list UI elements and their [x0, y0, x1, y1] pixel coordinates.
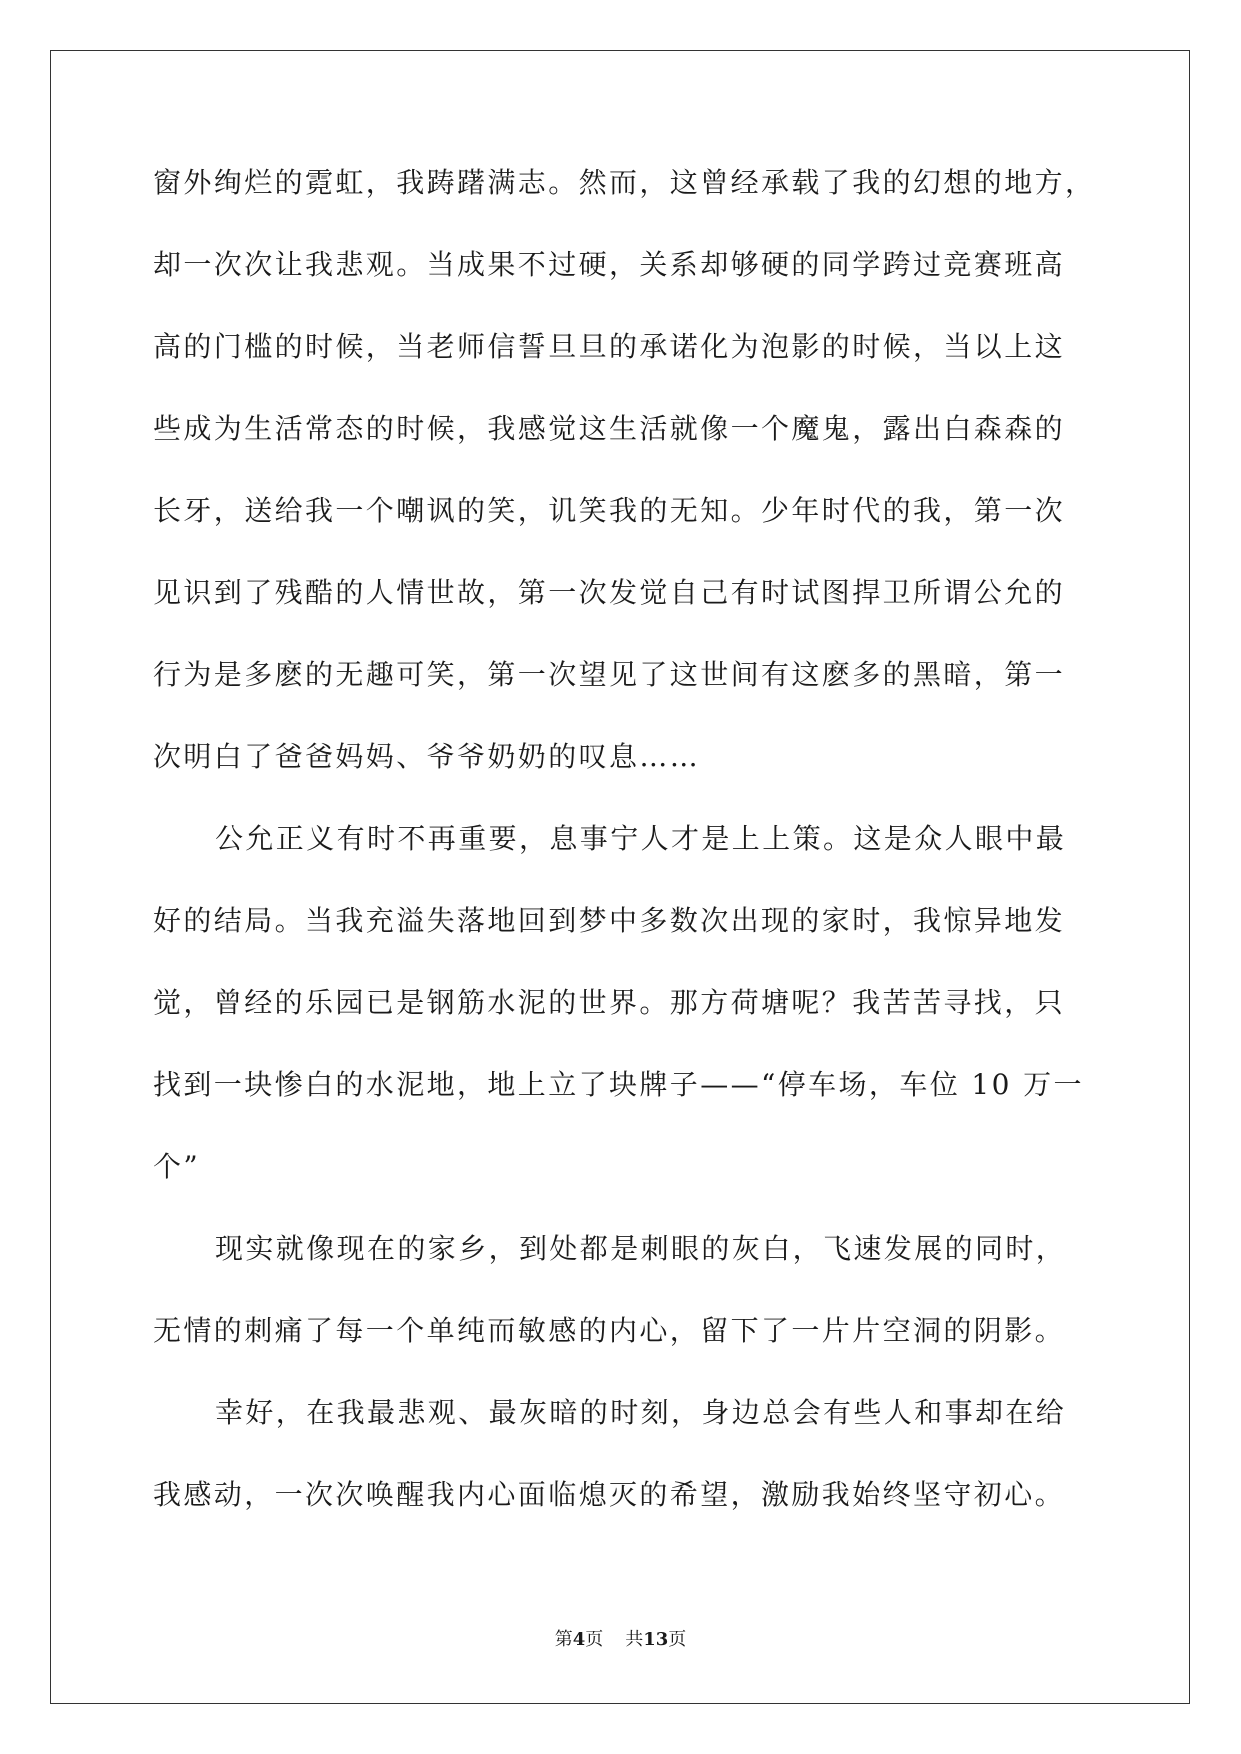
text-line: 无情的刺痛了每一个单纯而敏感的内心，留下了一片片空洞的阴影。 [153, 1314, 1066, 1347]
paragraph [153, 1221, 1095, 1385]
text-line: 公允正义有时不再重要，息事宁人才是上上策。这是众人眼中最 [215, 822, 1067, 855]
text-line: 找到一块惨白的水泥地，地上立了块牌子——“停车场，车位 10 万一 [153, 1068, 1084, 1101]
page-suffix: 页 [585, 1629, 604, 1650]
body-text [153, 155, 1095, 1549]
page-number: 4 [572, 1629, 586, 1650]
text-line: 些成为生活常态的时候，我感觉这生活就像一个魔鬼，露出白森森的 [153, 412, 1066, 445]
text-line: 窗外绚烂的霓虹，我踌躇满志。然而，这曾经承载了我的幻想的地方， [153, 166, 1096, 199]
text-line: 见识到了残酷的人情世故，第一次发觉自己有时试图捍卫所谓公允的 [153, 576, 1066, 609]
text-line: 行为是多麽的无趣可笑，第一次望见了这世间有这麽多的黑暗，第一 [153, 658, 1066, 691]
text-line: 好的结局。当我充溢失落地回到梦中多数次出现的家时，我惊异地发 [153, 904, 1066, 937]
page-footer [0, 1625, 1241, 1651]
total-suffix: 页 [668, 1629, 687, 1650]
text-line: 次明白了爸爸妈妈、爷爷奶奶的叹息…… [153, 740, 701, 773]
text-line: 我感动，一次次唤醒我内心面临熄灭的希望，激励我始终坚守初心。 [153, 1478, 1066, 1511]
text-line: 幸好，在我最悲观、最灰暗的时刻，身边总会有些人和事却在给 [215, 1396, 1067, 1429]
text-line: 个” [153, 1150, 201, 1183]
paragraph [153, 811, 1095, 1221]
paragraph [153, 155, 1095, 811]
text-line: 现实就像现在的家乡，到处都是刺眼的灰白，飞速发展的同时， [215, 1232, 1067, 1265]
total-prefix: 共 [625, 1629, 644, 1650]
text-line: 觉，曾经的乐园已是钢筋水泥的世界。那方荷塘呢？我苦苦寻找，只 [153, 986, 1066, 1019]
page-prefix: 第 [554, 1629, 573, 1650]
paragraph [153, 1385, 1095, 1549]
text-line: 长牙，送给我一个嘲讽的笑，讥笑我的无知。少年时代的我，第一次 [153, 494, 1066, 527]
text-line: 高的门槛的时候，当老师信誓旦旦的承诺化为泡影的时候，当以上这 [153, 330, 1066, 363]
total-pages: 13 [643, 1629, 669, 1650]
text-line: 却一次次让我悲观。当成果不过硬，关系却够硬的同学跨过竞赛班高 [153, 248, 1066, 281]
